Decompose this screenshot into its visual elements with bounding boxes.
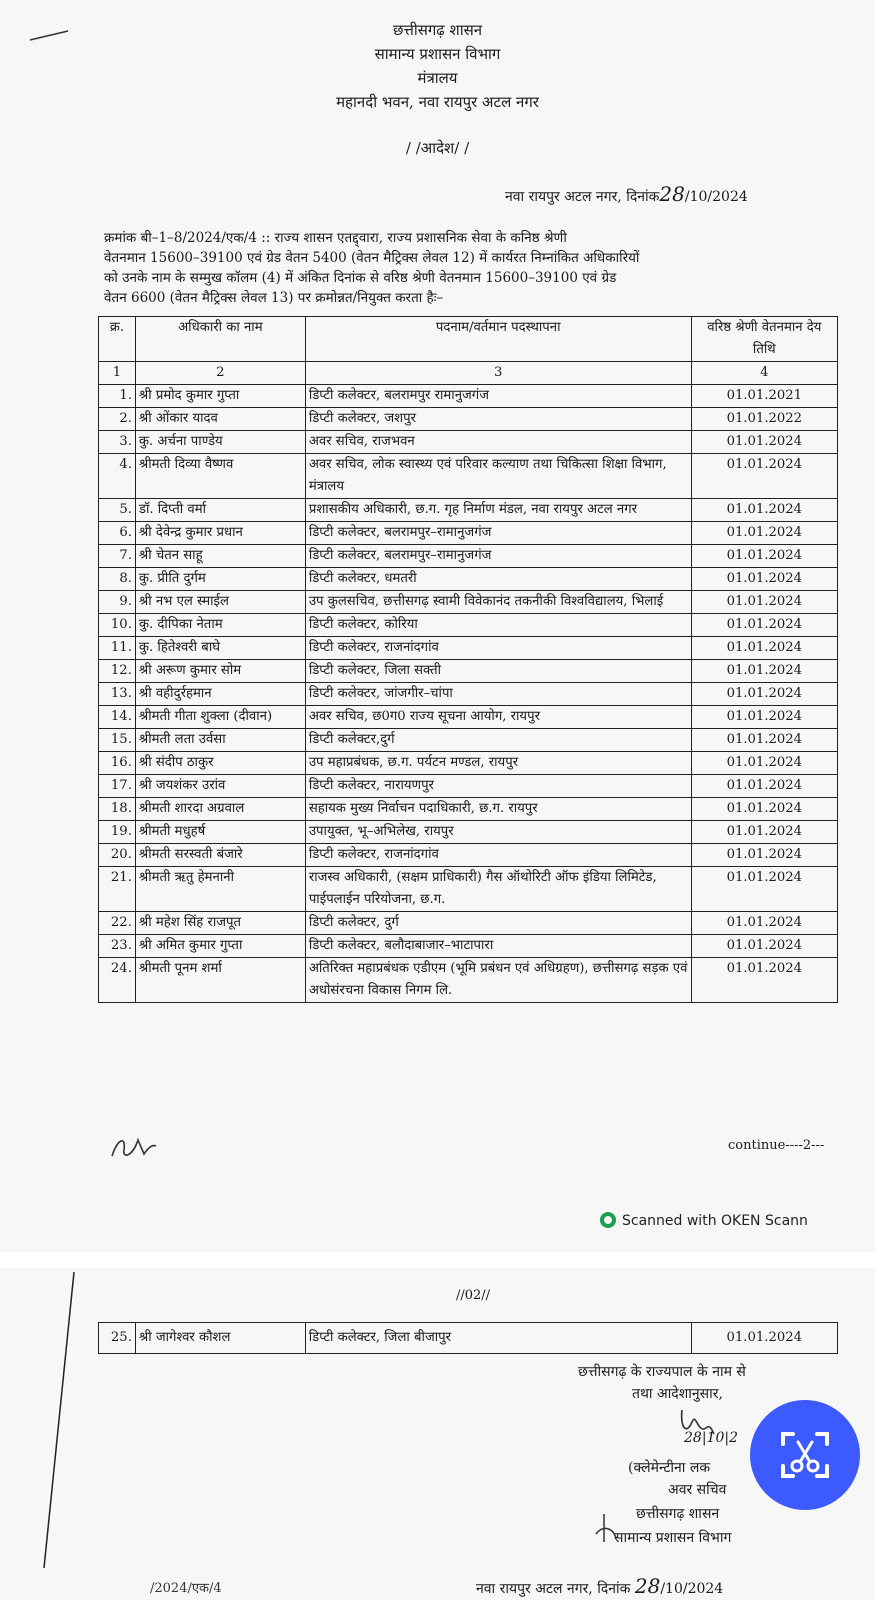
row-date: 01.01.2024 [691, 844, 837, 867]
row-name: श्री जागेश्वर कौशल [135, 1323, 305, 1354]
row-date: 01.01.2024 [691, 729, 837, 752]
row-serial: 8. [99, 568, 136, 591]
table-row [99, 821, 838, 844]
row-date: 01.01.2024 [691, 660, 837, 683]
scanner-watermark [600, 1212, 808, 1229]
bottom-date-hand: 28 [634, 1574, 661, 1598]
margin-line [40, 1268, 80, 1600]
scanner-text: Scanned with OKEN Scann [622, 1213, 808, 1229]
row-post: डिप्टी कलेक्टर, नारायणपुर [305, 775, 691, 798]
document-page-2 [0, 1268, 875, 1600]
row-post: प्रशासकीय अधिकारी, छ.ग. गृह निर्माण मंडल, नवा रायपुर अटल नगर [305, 499, 691, 522]
crop-screenshot-button[interactable] [750, 1400, 860, 1510]
colnum-2: 2 [135, 362, 305, 385]
row-date: 01.01.2024 [691, 454, 837, 499]
place-date-prefix: नवा रायपुर अटल नगर, दिनांक [505, 189, 660, 205]
row-serial: 13. [99, 683, 136, 706]
row-post: डिप्टी कलेक्टर,दुर्ग [305, 729, 691, 752]
table-row [99, 1323, 838, 1354]
row-date: 01.01.2024 [691, 637, 837, 660]
row-post: राजस्व अधिकारी, (सक्षम प्राधिकारी) गैस ऑथोरिटी ऑफ इंडिया लिमिटेड, पाईपलाईन परियोजना, छ.ग. [305, 867, 691, 912]
row-post: डिप्टी कलेक्टर, बलरामपुर–रामानुजगंज [305, 545, 691, 568]
row-name: श्री अरूण कुमार सोम [135, 660, 305, 683]
row-name: श्री वहीदुर्रहमान [135, 683, 305, 706]
table-row [99, 752, 838, 775]
row-date: 01.01.2024 [691, 912, 837, 935]
row-date: 01.01.2024 [691, 706, 837, 729]
row-post: अवर सचिव, राजभवन [305, 431, 691, 454]
table-row [99, 499, 838, 522]
row-post: अवर सचिव, लोक स्वास्थ्य एवं परिवार कल्याण तथा चिकित्सा शिक्षा विभाग, मंत्रालय [305, 454, 691, 499]
row-date: 01.01.2024 [691, 1323, 837, 1354]
row-serial: 15. [99, 729, 136, 752]
row-serial: 18. [99, 798, 136, 821]
table-row [99, 408, 838, 431]
table-row [99, 935, 838, 958]
order-line-1: क्रमांक बी–1–8/2024/एक/4 :: राज्य शासन एतद्द्वारा, राज्य प्रशासनिक सेवा के कनिष्ठ श्रेणी [104, 230, 567, 246]
row-name: कु. दीपिका नेताम [135, 614, 305, 637]
row-post: उप कुलसचिव, छत्तीसगढ़ स्वामी विवेकानंद तकनीकी विश्वविद्यालय, भिलाई [305, 591, 691, 614]
header-government: छत्तीसगढ़ शासन [392, 21, 483, 39]
table-row [99, 431, 838, 454]
row-serial: 10. [99, 614, 136, 637]
row-serial: 24. [99, 958, 136, 1003]
row-serial: 2. [99, 408, 136, 431]
row-name: श्रीमती पूनम शर्मा [135, 958, 305, 1003]
row-post: डिप्टी कलेक्टर, धमतरी [305, 568, 691, 591]
row-post: डिप्टी कलेक्टर, बलरामपुर–रामानुजगंज [305, 522, 691, 545]
table-row [99, 958, 838, 1003]
header-address: महानदी भवन, नवा रायपुर अटल नगर [336, 93, 539, 111]
row-serial: 5. [99, 499, 136, 522]
row-date: 01.01.2024 [691, 958, 837, 1003]
header-date: वरिष्ठ श्रेणी वेतनमान देय तिथि [691, 317, 837, 362]
scanner-logo-icon [600, 1212, 616, 1228]
bottom-place-date [476, 1574, 723, 1598]
table-header-row [99, 317, 838, 362]
table-row [99, 522, 838, 545]
row-name: श्रीमती शारदा अग्रवाल [135, 798, 305, 821]
row-serial: 6. [99, 522, 136, 545]
place-date [505, 182, 748, 206]
row-name: श्री संदीप ठाकुर [135, 752, 305, 775]
table-row [99, 568, 838, 591]
header-serial: क्र. [99, 317, 136, 362]
row-name: श्रीमती ऋतु हेमनानी [135, 867, 305, 912]
row-post: डिप्टी कलेक्टर, बलौदाबाजार–भाटापारा [305, 935, 691, 958]
row-name: श्री अमित कुमार गुप्ता [135, 935, 305, 958]
row-serial: 11. [99, 637, 136, 660]
table-row [99, 614, 838, 637]
row-name: श्रीमती दिव्या वैष्णव [135, 454, 305, 499]
row-post: डिप्टी कलेक्टर, जिला सक्ती [305, 660, 691, 683]
row-date: 01.01.2024 [691, 752, 837, 775]
row-post: डिप्टी कलेक्टर, राजनांदगांव [305, 637, 691, 660]
bottom-order-number-fragment: /2024/एक/4 [150, 1581, 222, 1596]
row-post: डिप्टी कलेक्टर, जांजगीर–चांपा [305, 683, 691, 706]
page-gap [0, 1252, 875, 1268]
department-initials [592, 1512, 622, 1548]
row-date: 01.01.2024 [691, 545, 837, 568]
continue-note: continue----2--- [728, 1138, 825, 1153]
row-date: 01.01.2021 [691, 385, 837, 408]
row-name: श्री जयशंकर उरांव [135, 775, 305, 798]
row-name: श्री प्रमोद कुमार गुप्ता [135, 385, 305, 408]
page-number: //02// [456, 1288, 491, 1303]
row-date: 01.01.2024 [691, 935, 837, 958]
row-name: डॉ. दिप्ती वर्मा [135, 499, 305, 522]
date-rest: /10/2024 [684, 189, 748, 205]
row-serial: 23. [99, 935, 136, 958]
table-row [99, 637, 838, 660]
row-date: 01.01.2022 [691, 408, 837, 431]
table-row [99, 775, 838, 798]
table-row [99, 867, 838, 912]
row-name: श्रीमती गीता शुक्ला (दीवान) [135, 706, 305, 729]
order-line-3: को उनके नाम के सम्मुख कॉलम (4) में अंकित दिनांक से वरिष्ठ श्रेणी वेतनमान 15600–39100 एवं ग्रेड [104, 270, 617, 286]
colnum-1: 1 [99, 362, 136, 385]
row-date: 01.01.2024 [691, 683, 837, 706]
signatory-department: सामान्य प्रशासन विभाग [614, 1530, 732, 1546]
table-row [99, 706, 838, 729]
row-name: कु. हितेश्वरी बाघे [135, 637, 305, 660]
row-name: कु. अर्चना पाण्डेय [135, 431, 305, 454]
order-line-4: वेतन 6600 (वेतन मैट्रिक्स लेवल 13) पर क्रमोन्नत/नियुक्त करता हैः– [104, 290, 444, 306]
officers-table-continued [98, 1322, 838, 1354]
row-post: डिप्टी कलेक्टर, कोरिया [305, 614, 691, 637]
row-date: 01.01.2024 [691, 522, 837, 545]
row-date: 01.01.2024 [691, 798, 837, 821]
row-date: 01.01.2024 [691, 591, 837, 614]
row-post: डिप्टी कलेक्टर, जशपुर [305, 408, 691, 431]
row-serial: 17. [99, 775, 136, 798]
row-name: श्रीमती सरस्वती बंजारे [135, 844, 305, 867]
table-row [99, 660, 838, 683]
header-ministry: मंत्रालय [417, 69, 458, 87]
header-name: अधिकारी का नाम [135, 317, 305, 362]
row-post: डिप्टी कलेक्टर, राजनांदगांव [305, 844, 691, 867]
row-date: 01.01.2024 [691, 775, 837, 798]
row-name: कु. प्रीति दुर्गम [135, 568, 305, 591]
row-serial: 14. [99, 706, 136, 729]
row-serial: 7. [99, 545, 136, 568]
row-date: 01.01.2024 [691, 614, 837, 637]
order-line-2: वेतनमान 15600–39100 एवं ग्रेड वेतन 5400 (वेतन मैट्रिक्स लेवल 12) में कार्यरत निम्नांकित अधिकारियों [104, 250, 640, 266]
header-post: पदनाम/वर्तमान पदस्थापना [305, 317, 691, 362]
row-post: उपायुक्त, भू–अभिलेख, रायपुर [305, 821, 691, 844]
row-post: डिप्टी कलेक्टर, बलरामपुर रामानुजगंज [305, 385, 691, 408]
row-serial: 12. [99, 660, 136, 683]
signature-date: 28|10|2 [684, 1430, 738, 1446]
row-post: उप महाप्रबंधक, छ.ग. पर्यटन मण्डल, रायपुर [305, 752, 691, 775]
table-row [99, 591, 838, 614]
handwritten-date: 28 [659, 182, 685, 206]
row-serial: 20. [99, 844, 136, 867]
row-name: श्री महेश सिंह राजपूत [135, 912, 305, 935]
table-row [99, 454, 838, 499]
table-row [99, 844, 838, 867]
row-serial: 22. [99, 912, 136, 935]
row-serial: 4. [99, 454, 136, 499]
row-post: अवर सचिव, छ0ग0 राज्य सूचना आयोग, रायपुर [305, 706, 691, 729]
header-department: सामान्य प्रशासन विभाग [374, 45, 501, 63]
initials-signature [108, 1128, 158, 1164]
order-title: / /आदेश/ / [405, 139, 470, 157]
signatory-name: (क्लेमेन्टीना लक [628, 1460, 711, 1476]
row-date: 01.01.2024 [691, 821, 837, 844]
row-date: 01.01.2024 [691, 867, 837, 912]
scissors-crop-icon [750, 1400, 860, 1510]
table-row [99, 912, 838, 935]
table-row [99, 798, 838, 821]
row-serial: 3. [99, 431, 136, 454]
bottom-date-prefix: नवा रायपुर अटल नगर, दिनांक [476, 1581, 631, 1597]
row-serial: 9. [99, 591, 136, 614]
table-colnum-row [99, 362, 838, 385]
row-serial: 21. [99, 867, 136, 912]
table-row [99, 683, 838, 706]
row-name: श्रीमती मधुहर्ष [135, 821, 305, 844]
row-post: डिप्टी कलेक्टर, जिला बीजापुर [305, 1323, 691, 1354]
colnum-4: 4 [691, 362, 837, 385]
row-post: सहायक मुख्य निर्वाचन पदाधिकारी, छ.ग. रायपुर [305, 798, 691, 821]
row-post: अतिरिक्त महाप्रबंधक एडीएम (भूमि प्रबंधन एवं अधिग्रहण), छत्तीसगढ़ सड़क एवं अधोसंरचना विकास निगम लि. [305, 958, 691, 1003]
signoff-line-2: तथा आदेशानुसार, [632, 1386, 723, 1402]
colnum-3: 3 [305, 362, 691, 385]
row-date: 01.01.2024 [691, 431, 837, 454]
row-name: श्री देवेन्द्र कुमार प्रधान [135, 522, 305, 545]
row-post: डिप्टी कलेक्टर, दुर्ग [305, 912, 691, 935]
signoff-line-1: छत्तीसगढ़ के राज्यपाल के नाम से [578, 1364, 746, 1380]
row-serial: 19. [99, 821, 136, 844]
bottom-date-rest: /10/2024 [660, 1581, 724, 1597]
order-paragraph [104, 228, 856, 308]
row-date: 01.01.2024 [691, 499, 837, 522]
row-serial: 16. [99, 752, 136, 775]
signatory-govt: छत्तीसगढ़ शासन [636, 1506, 720, 1522]
row-name: श्री नभ एल स्माईल [135, 591, 305, 614]
row-name: श्रीमती लता उर्वसा [135, 729, 305, 752]
row-name: श्री चेतन साहू [135, 545, 305, 568]
table-row [99, 545, 838, 568]
table-row [99, 729, 838, 752]
table-row [99, 385, 838, 408]
row-date: 01.01.2024 [691, 568, 837, 591]
row-serial: 25. [99, 1323, 136, 1354]
officers-table [98, 316, 838, 1003]
row-serial: 1. [99, 385, 136, 408]
signatory-title: अवर सचिव [668, 1482, 727, 1498]
row-name: श्री ओंकार यादव [135, 408, 305, 431]
